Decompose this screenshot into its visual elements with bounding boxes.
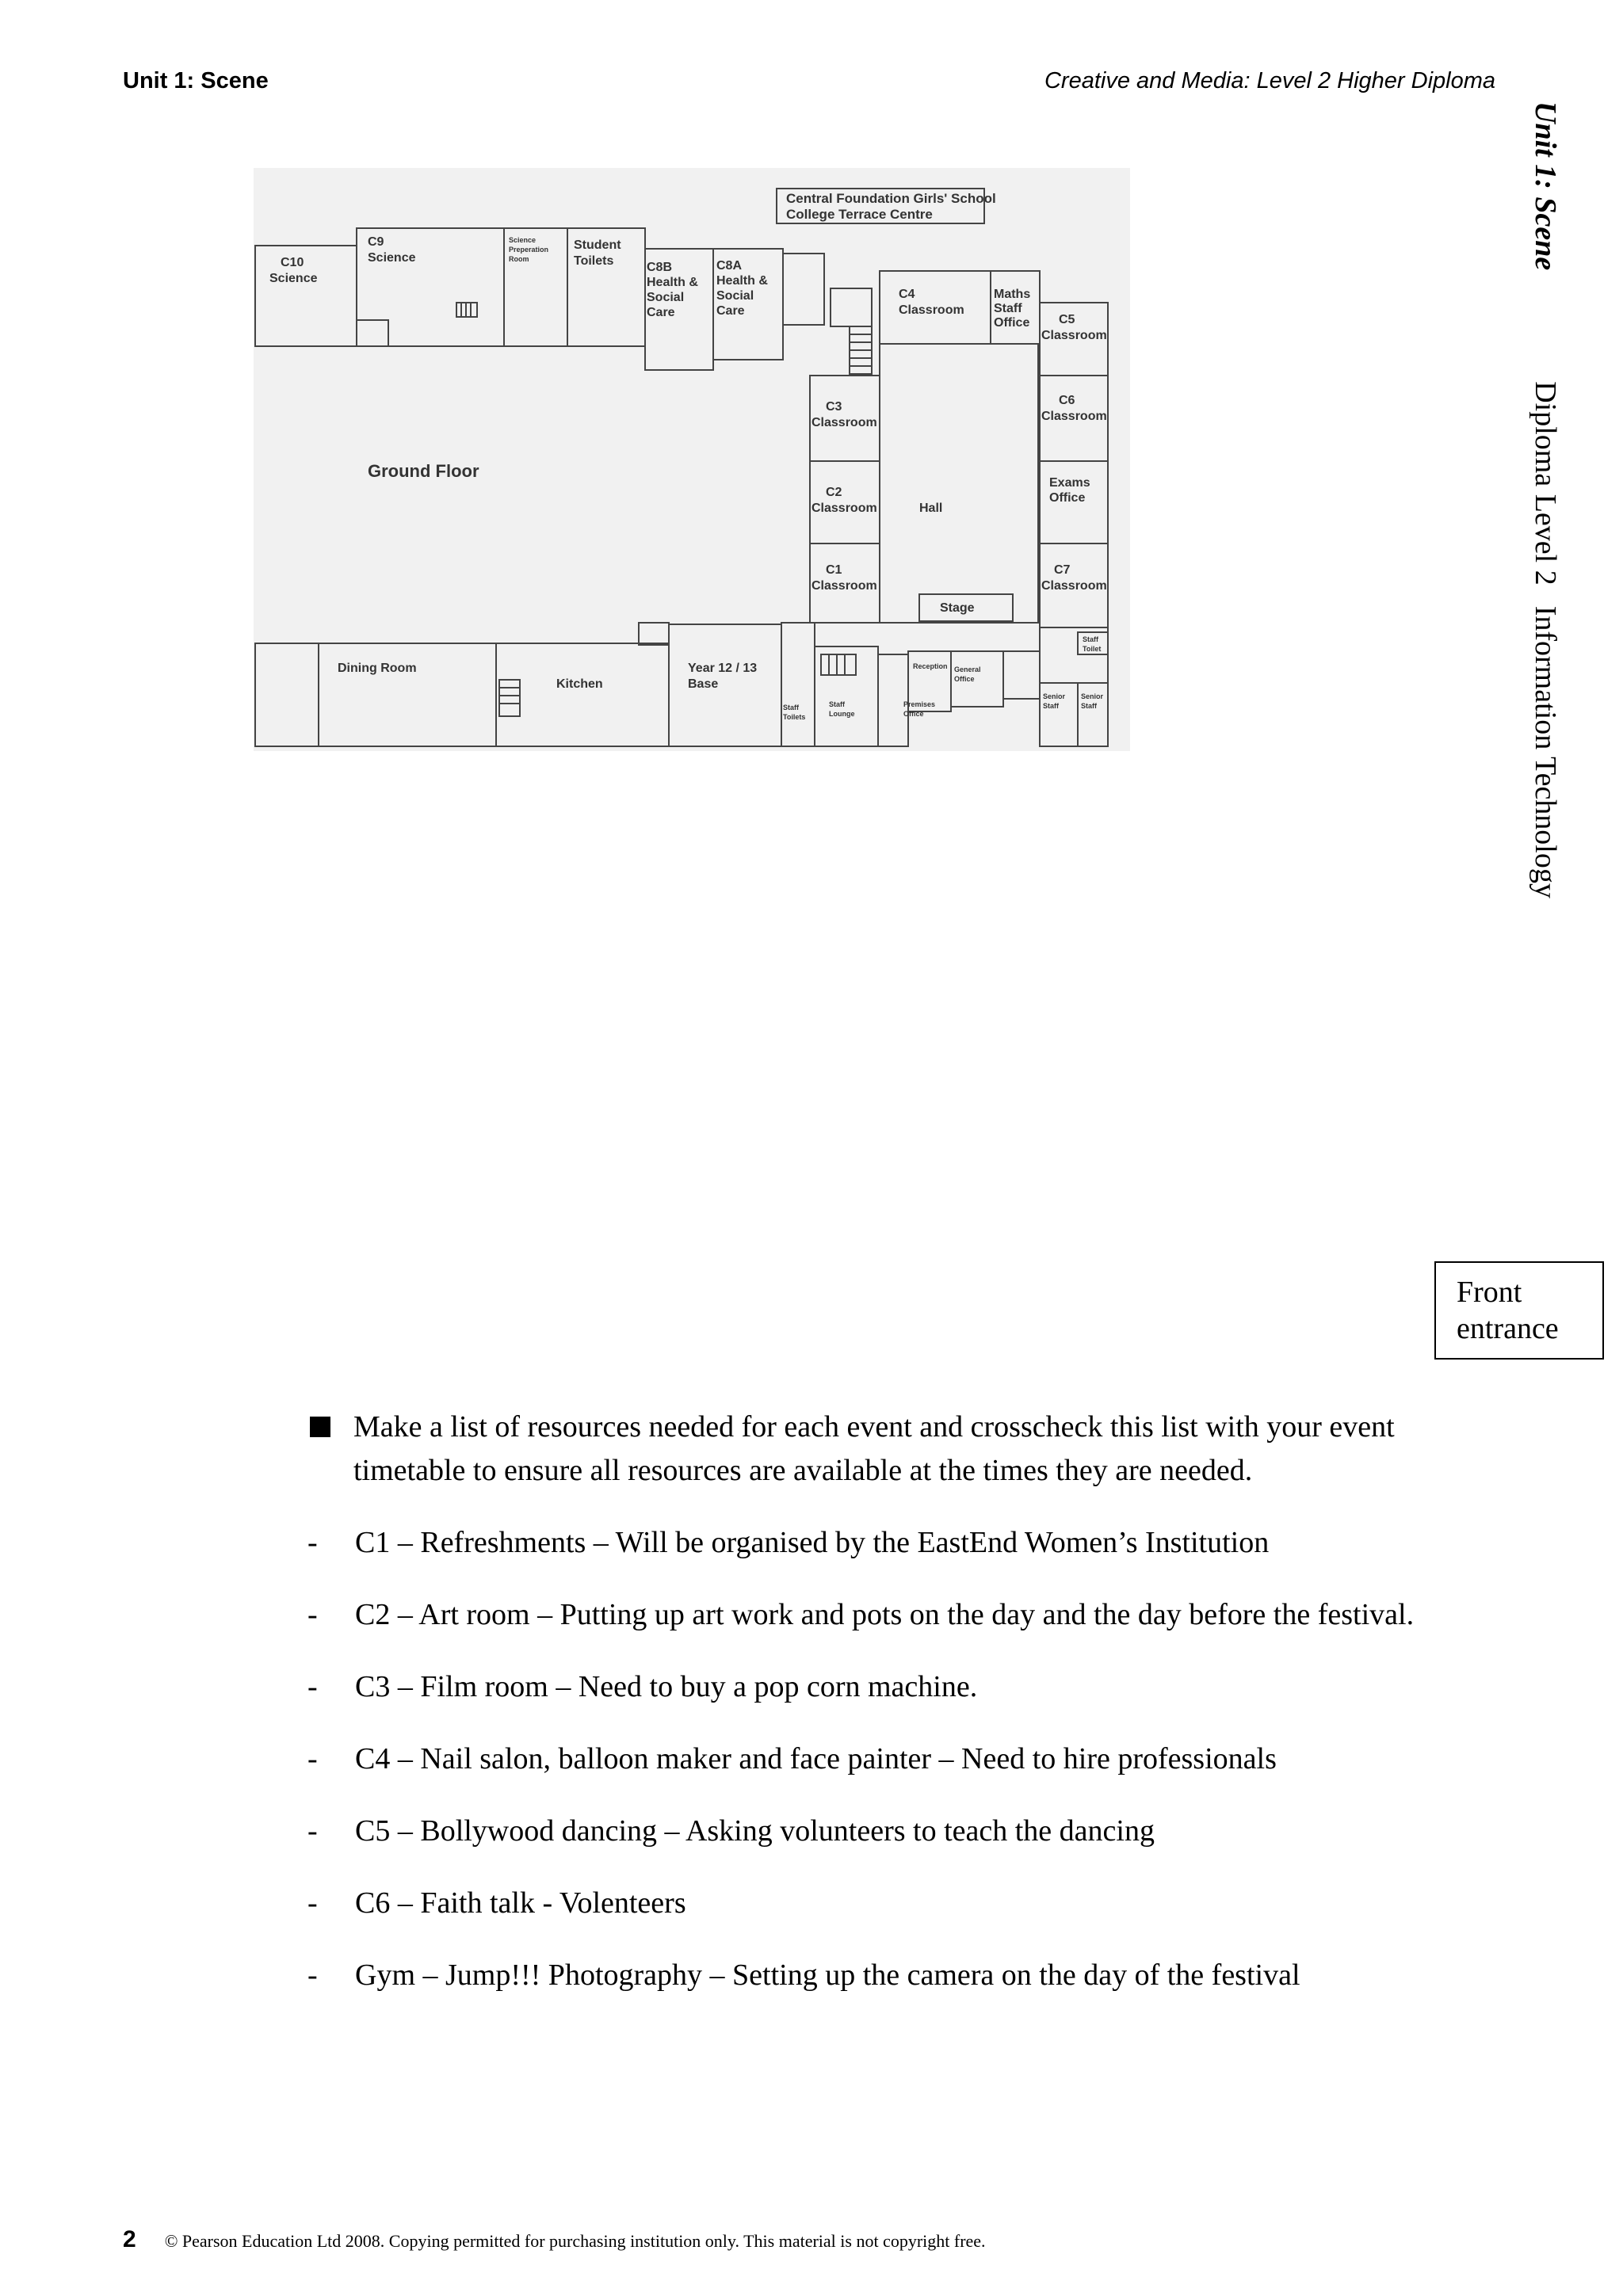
- room-label: Kitchen: [556, 677, 603, 691]
- room-label: Staff: [829, 700, 845, 708]
- header-unit-title: Unit 1: Scene: [123, 68, 269, 93]
- room-label: Toilets: [574, 254, 614, 268]
- list-item: [307, 1882, 1496, 1925]
- room-label: C10: [281, 256, 304, 269]
- room-label: Maths: [994, 288, 1031, 301]
- room-label: Classroom: [1041, 329, 1107, 342]
- room-label: Classroom: [1041, 579, 1107, 593]
- room-label: Office: [994, 316, 1030, 330]
- floor-plan: [254, 168, 1130, 751]
- room-label: Classroom: [1041, 410, 1107, 423]
- room-label: Toilet: [1083, 645, 1102, 653]
- side-title: [1528, 101, 1563, 898]
- room-label: Student: [574, 238, 621, 252]
- room-label: Reception: [913, 662, 948, 670]
- room-label: Science: [368, 251, 416, 265]
- room-label: Health &: [647, 276, 698, 289]
- footer: [123, 2226, 986, 2253]
- list-item: [307, 1521, 1496, 1565]
- room-label: C8A: [716, 259, 743, 273]
- room-label: C9: [368, 235, 384, 249]
- dash-marker: -: [307, 1742, 318, 1775]
- side-subject: Information Technology: [1529, 605, 1562, 898]
- room-label: Science: [269, 272, 318, 285]
- header-course-title: Creative and Media: Level 2 Higher Diploma: [1044, 68, 1495, 93]
- room-label: Social: [716, 289, 754, 303]
- room-label: Classroom: [812, 579, 877, 593]
- room-label: Health &: [716, 274, 768, 288]
- list-item-text: C2 – Art room – Putting up art work and pots on the day and the day before the festival.: [355, 1598, 1415, 1631]
- room-label: Classroom: [812, 502, 877, 515]
- list-item-text: Gym – Jump!!! Photography – Setting up the camera on the day of the festival: [355, 1958, 1300, 1992]
- room-label: Stage: [940, 601, 975, 615]
- room-label: Preperation: [509, 246, 549, 254]
- room-label: Office: [903, 710, 924, 718]
- side-diploma: Diploma Level 2: [1529, 381, 1562, 585]
- room-label: Year 12 / 13: [688, 662, 758, 675]
- room-label: General: [954, 666, 981, 673]
- room-label: Classroom: [812, 416, 877, 429]
- room-label: Social: [647, 291, 685, 304]
- room-label: C5: [1059, 313, 1075, 326]
- copyright-notice: © Pearson Education Ltd 2008. Copying permitted for purchasing institution only. This material is not copyright free.: [164, 2231, 986, 2251]
- page-number: 2: [123, 2226, 136, 2252]
- room-label: Premises: [903, 700, 936, 708]
- room-label: Office: [1049, 491, 1086, 505]
- room-label: C1: [826, 563, 842, 577]
- room-label: C4: [899, 288, 915, 301]
- room-label: Senior: [1043, 692, 1066, 700]
- list-item-text: C6 – Faith talk - Volenteers: [355, 1886, 686, 1920]
- list-item: [307, 1737, 1496, 1781]
- entrance-line1: Front: [1457, 1276, 1522, 1309]
- list-item-text: C5 – Bollywood dancing – Asking volunteers to teach the dancing: [355, 1814, 1155, 1848]
- room-label: C8B: [647, 261, 673, 274]
- room-label: Staff: [1083, 635, 1098, 643]
- room-label: Care: [716, 304, 745, 318]
- room-label: C6: [1059, 394, 1075, 407]
- list-item-text: C4 – Nail salon, balloon maker and face painter – Need to hire professionals: [355, 1742, 1277, 1775]
- room-label: Toilets: [783, 713, 806, 721]
- side-unit: Unit 1: Scene: [1529, 101, 1562, 271]
- resource-list: [307, 1405, 1496, 2026]
- room-label: Dining Room: [338, 662, 417, 675]
- dash-marker: -: [307, 1670, 318, 1703]
- dash-marker: -: [307, 1886, 318, 1920]
- room-label: C2: [826, 486, 842, 499]
- room-label: C7: [1054, 563, 1071, 577]
- room-label: Care: [647, 306, 675, 319]
- list-item-text: C1 – Refreshments – Will be organised by the EastEnd Women’s Institution: [355, 1526, 1270, 1559]
- school-name-line1: Central Foundation Girls' School: [786, 191, 996, 206]
- dash-marker: -: [307, 1814, 318, 1848]
- entrance-line2: entrance: [1457, 1312, 1559, 1345]
- list-item: [307, 1593, 1496, 1637]
- floor-plan-image: [254, 168, 1130, 751]
- room-label: Staff: [783, 704, 799, 711]
- room-label: Room: [509, 255, 529, 263]
- dash-marker: -: [307, 1526, 318, 1559]
- list-item: [307, 1810, 1496, 1853]
- room-label: Lounge: [829, 710, 855, 718]
- room-label: Senior: [1081, 692, 1104, 700]
- room-label: Exams: [1049, 476, 1090, 490]
- square-bullet-icon: [310, 1417, 330, 1437]
- list-item-text: C3 – Film room – Need to buy a pop corn machine.: [355, 1670, 978, 1703]
- room-label: Base: [688, 677, 719, 691]
- bullet-text: Make a list of resources needed for each event and crosscheck this list with your event timetable to ensure all resources are available at the times they are needed.: [353, 1410, 1395, 1487]
- list-item: [307, 1665, 1496, 1709]
- room-label: Office: [954, 675, 975, 683]
- front-entrance-box: [1434, 1261, 1604, 1360]
- list-item: [307, 1954, 1496, 1997]
- school-name-line2: College Terrace Centre: [786, 207, 933, 222]
- ground-floor-label: Ground Floor: [368, 461, 479, 481]
- room-label: Science: [509, 236, 537, 244]
- room-label: C3: [826, 400, 842, 414]
- room-label: Staff: [994, 302, 1022, 315]
- dash-marker: -: [307, 1598, 318, 1631]
- room-label: Staff: [1043, 702, 1059, 710]
- room-label: Classroom: [899, 303, 964, 317]
- room-label: Staff: [1081, 702, 1097, 710]
- room-label: Hall: [919, 502, 943, 515]
- bullet-item: [307, 1405, 1496, 1493]
- dash-marker: -: [307, 1958, 318, 1992]
